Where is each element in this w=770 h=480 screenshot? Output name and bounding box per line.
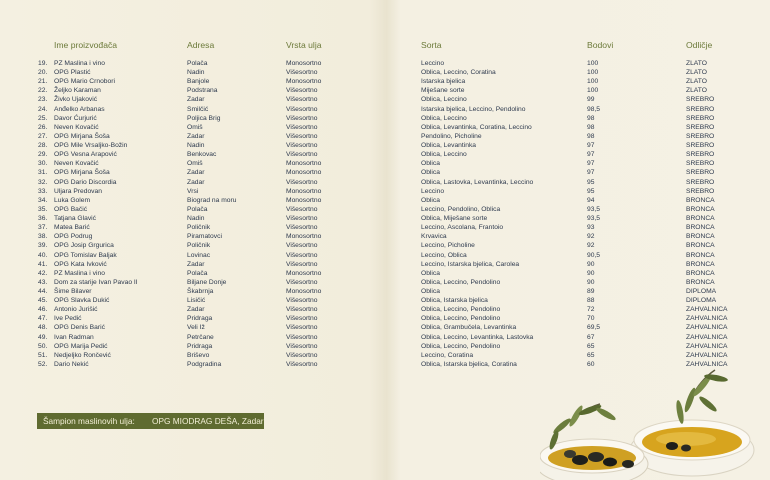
producer-name: OPG Vesna Arapović: [54, 151, 117, 159]
oil-type: Višesortno: [286, 205, 318, 213]
producer-name: OPG Tomislav Baljak: [54, 251, 117, 259]
row-number: 25.: [38, 114, 48, 122]
producer-address: Lovinac: [187, 251, 211, 259]
points: 100: [587, 69, 599, 77]
producer-address: Benkovac: [187, 151, 217, 159]
points: 98: [587, 123, 595, 131]
row-number: 42.: [38, 269, 48, 277]
header-points: Bodovi: [587, 40, 614, 50]
points: 90: [587, 269, 595, 277]
olive-oil-bowls-image: [540, 360, 770, 480]
producer-address: Petrčane: [187, 333, 214, 341]
row-number: 47.: [38, 315, 48, 323]
oil-type: Višesortno: [286, 105, 318, 113]
award: BRONCA: [686, 224, 715, 232]
table-row: [0, 296, 770, 305]
points: 70: [587, 315, 595, 323]
points: 97: [587, 169, 595, 177]
award: BRONCA: [686, 278, 715, 286]
producer-address: Polača: [187, 269, 208, 277]
oil-type: Višesortno: [286, 324, 318, 332]
oil-type: Višesortno: [286, 132, 318, 140]
row-number: 29.: [38, 151, 48, 159]
table-row: [0, 178, 770, 187]
oil-type: Višesortno: [286, 278, 318, 286]
row-number: 33.: [38, 187, 48, 195]
producer-address: Nadin: [187, 69, 205, 77]
table-row: [0, 68, 770, 77]
olive-variety: Oblica, Leccino: [421, 114, 467, 122]
olive-variety: Leccino: [421, 187, 445, 195]
award: BRONCA: [686, 251, 715, 259]
oil-type: Monosortno: [286, 233, 322, 241]
olive-variety: Oblica, Miješane sorte: [421, 215, 488, 223]
producer-address: Piramatovci: [187, 233, 222, 241]
producer-address: Škabrnja: [187, 288, 214, 295]
olive-variety: Oblica: [421, 169, 440, 177]
table-row: [0, 241, 770, 250]
award: ZAHVALNICA: [686, 351, 728, 359]
olive-variety: Oblica, Leccino, Levantinka, Lastovka: [421, 333, 534, 341]
producer-name: OPG Dario Discordia: [54, 178, 117, 186]
points: 97: [587, 142, 595, 150]
table-row: [0, 114, 770, 123]
award: SREBRO: [686, 142, 715, 150]
producer-name: Ive Pedić: [54, 315, 82, 323]
points: 97: [587, 160, 595, 168]
award: BRONCA: [686, 269, 715, 277]
producer-name: PZ Maslina i vino: [54, 60, 105, 67]
olive-variety: Oblica: [421, 288, 440, 295]
row-number: 21.: [38, 78, 48, 86]
producer-name: OPG Mirjana Šoša: [54, 132, 110, 140]
table-row: [0, 251, 770, 260]
producer-name: OPG Mirjana Šoša: [54, 169, 110, 177]
header-address: Adresa: [187, 40, 215, 50]
oil-type: Monosortno: [286, 269, 322, 277]
producer-address: Nadin: [187, 215, 205, 223]
points: 100: [587, 60, 599, 67]
award: SREBRO: [686, 178, 715, 186]
producer-name: Neven Kovačić: [54, 123, 99, 131]
table-row: [0, 86, 770, 95]
oil-type: Višesortno: [286, 360, 318, 368]
row-number: 24.: [38, 105, 48, 113]
producer-name: Davor Ćurjurić: [54, 114, 97, 122]
table-row: [0, 150, 770, 159]
producer-name: OPG Denis Barić: [54, 324, 105, 332]
producer-address: Zadar: [187, 306, 205, 314]
olive-variety: Krvavica: [421, 233, 447, 241]
row-number: 48.: [38, 324, 48, 332]
producer-name: Dom za starije Ivan Pavao II: [54, 278, 138, 286]
oil-type: Višesortno: [286, 123, 318, 131]
row-number: 34.: [38, 196, 48, 204]
award: BRONCA: [686, 260, 715, 268]
table-row: [0, 59, 770, 68]
olive-variety: Istarska bjelica, Leccino, Pendolino: [421, 105, 526, 113]
table-row: [0, 305, 770, 314]
award: SREBRO: [686, 123, 715, 131]
points: 98: [587, 132, 595, 140]
producer-name: OPG Kata Ivković: [54, 260, 107, 268]
producer-address: Zadar: [187, 96, 205, 104]
row-number: 37.: [38, 224, 48, 232]
olive-variety: Oblica, Leccino, Pendolino: [421, 278, 501, 286]
points: 95: [587, 178, 595, 186]
row-number: 36.: [38, 215, 48, 223]
points: 98,5: [587, 105, 601, 113]
olive-variety: Oblica, Istarska bjelica, Coratina: [421, 360, 517, 368]
header-variety: Sorta: [421, 40, 442, 50]
oil-type: Monosortno: [286, 187, 322, 195]
oil-type: Višesortno: [286, 306, 318, 314]
award: BRONCA: [686, 242, 715, 250]
producer-address: Zadar: [187, 132, 205, 140]
oil-type: Monosortno: [286, 169, 322, 177]
producer-address: Zadar: [187, 178, 205, 186]
oil-type: Višesortno: [286, 151, 318, 159]
points: 99: [587, 96, 595, 104]
table-row: [0, 342, 770, 351]
award: ZLATO: [686, 60, 707, 67]
producer-address: Lisičić: [187, 297, 206, 305]
points: 88: [587, 297, 595, 305]
points: 69,5: [587, 324, 601, 332]
olive-variety: Oblica: [421, 196, 440, 204]
oil-type: Višesortno: [286, 242, 318, 250]
row-number: 30.: [38, 160, 48, 168]
producer-address: Briševo: [187, 351, 210, 359]
oil-type: Višesortno: [286, 351, 318, 359]
table-row: [0, 323, 770, 332]
oil-type: Višesortno: [286, 114, 318, 122]
points: 65: [587, 342, 595, 350]
oil-type: Višesortno: [286, 87, 318, 95]
award: ZAHVALNICA: [686, 324, 728, 332]
olive-variety: Leccino, Oblica: [421, 251, 467, 259]
award: SREBRO: [686, 169, 715, 177]
producer-address: Vrsi: [187, 187, 199, 195]
table-row: [0, 141, 770, 150]
table-row: [0, 314, 770, 323]
award: SREBRO: [686, 132, 715, 140]
award: ZAHVALNICA: [686, 333, 728, 341]
row-number: 45.: [38, 297, 48, 305]
row-number: 40.: [38, 251, 48, 259]
table-row: [0, 123, 770, 132]
row-number: 26.: [38, 123, 48, 131]
producer-name: Uljara Predovan: [54, 187, 102, 195]
table-row: [0, 105, 770, 114]
row-number: 51.: [38, 351, 48, 359]
producer-name: OPG Mile Vrsaljko-Božin: [54, 142, 128, 150]
olive-variety: Oblica, Lastovka, Levantinka, Leccino: [421, 178, 534, 186]
table-row: [0, 269, 770, 278]
table-row: [0, 287, 770, 296]
olive-variety: Leccino: [421, 60, 445, 67]
producer-address: Poličnik: [187, 224, 211, 232]
row-number: 44.: [38, 288, 48, 295]
header-producer: Ime proizvođača: [54, 40, 118, 50]
row-number: 32.: [38, 178, 48, 186]
award: SREBRO: [686, 187, 715, 195]
oil-type: Monosortno: [286, 288, 322, 295]
oil-type: Višesortno: [286, 142, 318, 150]
table-row: [0, 159, 770, 168]
row-number: 39.: [38, 242, 48, 250]
award: DIPLOMA: [686, 288, 717, 295]
producer-address: Polača: [187, 60, 208, 67]
points: 90: [587, 260, 595, 268]
oil-type: Višesortno: [286, 342, 318, 350]
points: 92: [587, 233, 595, 241]
points: 89: [587, 288, 595, 295]
table-row: [0, 351, 770, 360]
producer-name: OPG Plastić: [54, 69, 91, 77]
award: SREBRO: [686, 105, 715, 113]
award: BRONCA: [686, 196, 715, 204]
producer-address: Veli Iž: [187, 324, 205, 332]
row-number: 52.: [38, 360, 48, 368]
olive-variety: Leccino, Ascolana, Frantoio: [421, 224, 504, 232]
points: 92: [587, 242, 595, 250]
olive-variety: Oblica, Leccino: [421, 151, 467, 159]
olive-variety: Oblica, Leccino: [421, 96, 467, 104]
olive-variety: Leccino, Picholine: [421, 242, 475, 250]
oil-type: Višesortno: [286, 215, 318, 223]
producer-name: OPG Slavka Dukić: [54, 297, 110, 305]
oil-type: Monosortno: [286, 60, 322, 67]
table-row: [0, 223, 770, 232]
producer-address: Podgradina: [187, 360, 222, 368]
olive-variety: Oblica: [421, 269, 440, 277]
row-number: 49.: [38, 333, 48, 341]
table-row: [0, 205, 770, 214]
producer-address: Banjole: [187, 78, 210, 86]
table-row: [0, 132, 770, 141]
oil-type: Višesortno: [286, 96, 318, 104]
points: 100: [587, 87, 599, 95]
oil-type: Monosortno: [286, 196, 322, 204]
oil-type: Višesortno: [286, 224, 318, 232]
producer-address: Omiš: [187, 123, 203, 131]
award: ZAHVALNICA: [686, 315, 728, 323]
table-row: [0, 168, 770, 177]
points: 97: [587, 151, 595, 159]
table-row: [0, 260, 770, 269]
oil-type: Višesortno: [286, 69, 318, 77]
olive-variety: Oblica, Istarska bjelica: [421, 297, 488, 305]
producer-address: Polača: [187, 205, 208, 213]
olive-variety: Leccino, Coratina: [421, 351, 474, 359]
points: 60: [587, 360, 595, 368]
olive-variety: Oblica, Grambučela, Levantinka: [421, 324, 517, 332]
award: SREBRO: [686, 96, 715, 104]
producer-name: Dario Nekić: [54, 360, 89, 368]
producer-name: Antonio Jurišić: [54, 306, 98, 314]
producer-address: Poličnik: [187, 242, 211, 250]
oil-type: Višesortno: [286, 251, 318, 259]
producer-name: OPG Mario Crnobori: [54, 78, 115, 86]
producer-address: Zadar: [187, 260, 205, 268]
points: 93,5: [587, 215, 601, 223]
oil-type: Monosortno: [286, 160, 322, 168]
producer-address: Biljane Donje: [187, 278, 227, 286]
producer-address: Pridraga: [187, 315, 213, 323]
producer-address: Nadin: [187, 142, 205, 150]
champion-banner: [37, 413, 264, 429]
producer-name: Tatjana Glavić: [54, 215, 97, 223]
producer-name: Anđelko Arbanas: [54, 105, 105, 113]
row-number: 43.: [38, 278, 48, 286]
producer-name: OPG Bačić: [54, 205, 88, 213]
olive-variety: Oblica: [421, 160, 440, 168]
row-number: 19.: [38, 60, 48, 67]
producer-name: Nedjeljko Rončević: [54, 351, 111, 359]
award: ZAHVALNICA: [686, 306, 728, 314]
points: 90,5: [587, 251, 601, 259]
table-row: [0, 196, 770, 205]
champion-value: OPG MIODRAG DEŠA, Zadar: [152, 416, 264, 426]
producer-name: Živko Ujaković: [54, 96, 98, 104]
olive-variety: Pendolino, Picholine: [421, 132, 482, 140]
points: 93: [587, 224, 595, 232]
award: DIPLOMA: [686, 297, 717, 305]
row-number: 38.: [38, 233, 48, 241]
row-number: 23.: [38, 96, 48, 104]
producer-name: OPG Josip Grgurica: [54, 242, 114, 250]
oil-type: Višesortno: [286, 260, 318, 268]
oil-type: Monosortno: [286, 78, 322, 86]
row-number: 41.: [38, 260, 48, 268]
olive-variety: Oblica, Levantinka, Coratina, Leccino: [421, 123, 532, 131]
producer-name: Neven Kovačić: [54, 160, 99, 168]
points: 93,5: [587, 205, 601, 213]
olive-variety: Oblica, Leccino, Pendolino: [421, 342, 501, 350]
producer-name: OPG Marija Pedić: [54, 342, 108, 350]
olive-variety: Oblica, Leccino, Pendolino: [421, 315, 501, 323]
producer-address: Poljica Brig: [187, 114, 221, 122]
oil-type: Višesortno: [286, 315, 318, 323]
producer-address: Smilčić: [187, 105, 209, 113]
award: ZLATO: [686, 87, 707, 95]
row-number: 22.: [38, 87, 48, 95]
producer-address: Zadar: [187, 169, 205, 177]
oil-type: Višesortno: [286, 333, 318, 341]
points: 65: [587, 351, 595, 359]
award: SREBRO: [686, 114, 715, 122]
award: BRONCA: [686, 215, 715, 223]
points: 95: [587, 187, 595, 195]
award: ZAHVALNICA: [686, 360, 728, 368]
points: 72: [587, 306, 595, 314]
table-row: [0, 95, 770, 104]
olive-variety: Oblica, Leccino, Coratina: [421, 69, 496, 77]
producer-address: Podstrana: [187, 87, 218, 95]
oil-type: Višesortno: [286, 178, 318, 186]
producer-name: Šime Bilaver: [54, 288, 92, 295]
producer-name: OPG Podrug: [54, 233, 93, 241]
points: 94: [587, 196, 595, 204]
header-oil-type: Vrsta ulja: [286, 40, 322, 50]
producer-name: Željko Karaman: [54, 87, 101, 95]
olive-variety: Istarska bjelica: [421, 78, 466, 86]
row-number: 27.: [38, 132, 48, 140]
producer-address: Omiš: [187, 160, 203, 168]
olive-variety: Leccino, Istarska bjelica, Carolea: [421, 260, 520, 268]
olive-variety: Oblica, Leccino, Pendolino: [421, 306, 501, 314]
award: ZLATO: [686, 69, 707, 77]
oil-type: Višesortno: [286, 297, 318, 305]
table-row: [0, 333, 770, 342]
points: 90: [587, 278, 595, 286]
award: ZLATO: [686, 78, 707, 86]
producer-address: Pridraga: [187, 342, 213, 350]
points: 100: [587, 78, 599, 86]
header-award: Odličje: [686, 40, 713, 50]
producer-address: Biograd na moru: [187, 196, 237, 204]
table-row: [0, 77, 770, 86]
award: SREBRO: [686, 151, 715, 159]
points: 98: [587, 114, 595, 122]
producer-name: Ivan Radman: [54, 333, 94, 341]
award: ZAHVALNICA: [686, 342, 728, 350]
row-number: 50.: [38, 342, 48, 350]
award: SREBRO: [686, 160, 715, 168]
producer-name: Matea Barić: [54, 224, 90, 232]
olive-variety: Oblica, Levantinka: [421, 142, 477, 150]
row-number: 31.: [38, 169, 48, 177]
table-row: [0, 278, 770, 287]
award: BRONCA: [686, 205, 715, 213]
award: BRONCA: [686, 233, 715, 241]
row-number: 20.: [38, 69, 48, 77]
olive-variety: Leccino, Pendolino, Oblica: [421, 205, 501, 213]
olive-variety: Miješane sorte: [421, 87, 465, 95]
champion-label: Šampion maslinovih ulja:: [43, 416, 135, 426]
row-number: 35.: [38, 205, 48, 213]
producer-name: PZ Maslina i vino: [54, 269, 105, 277]
table-row: [0, 187, 770, 196]
row-number: 46.: [38, 306, 48, 314]
producer-name: Luka Golem: [54, 196, 91, 204]
points: 67: [587, 333, 595, 341]
table-row: [0, 214, 770, 223]
row-number: 28.: [38, 142, 48, 150]
table-row: [0, 232, 770, 241]
